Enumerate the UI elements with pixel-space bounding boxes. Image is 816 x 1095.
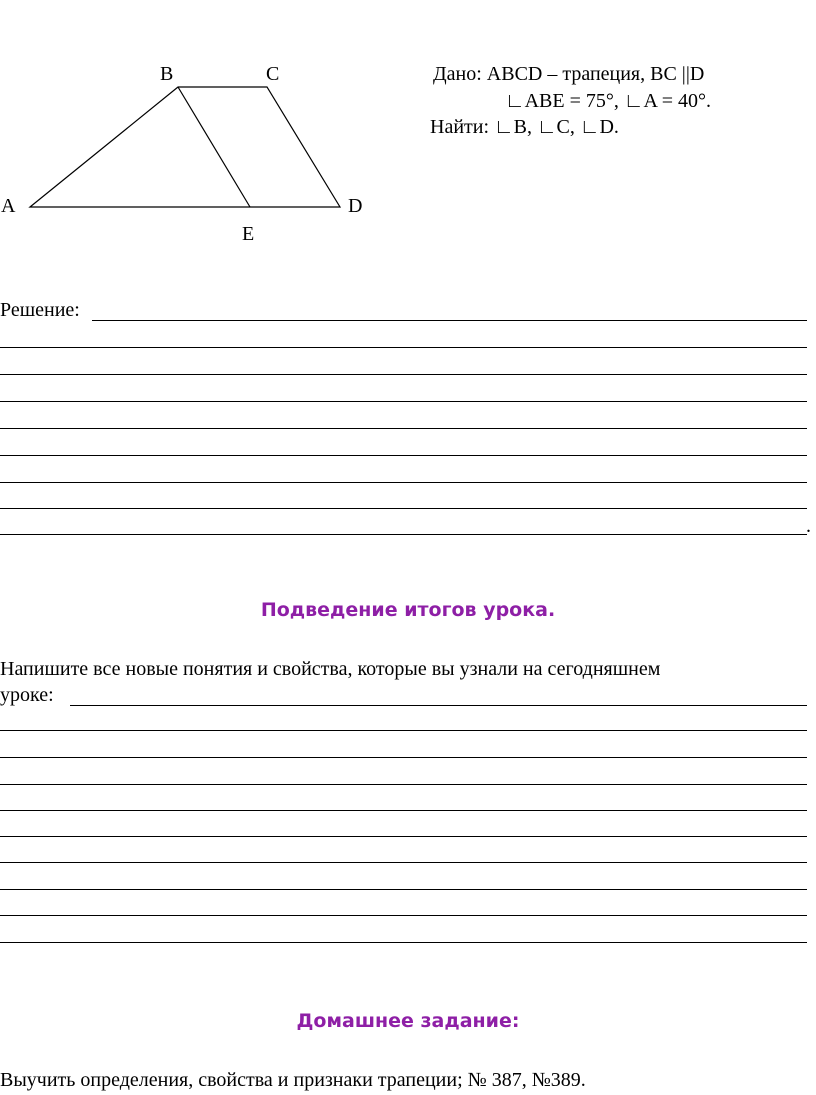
solution-answer-line	[92, 320, 807, 321]
solution-answer-line	[0, 347, 807, 348]
homework-text: Выучить определения, свойства и признаки трапеции; № 387, №389.	[0, 1069, 586, 1091]
summary-answer-line	[70, 705, 807, 706]
solution-answer-line	[0, 428, 807, 429]
solution-label: Решение:	[0, 299, 80, 321]
vertex-label-c: C	[266, 63, 280, 85]
solution-answer-line	[0, 374, 807, 375]
summary-prompt-line-2: уроке:	[0, 684, 54, 706]
summary-answer-line	[0, 730, 807, 731]
solution-answer-line	[0, 482, 807, 483]
solution-end-period: .	[806, 515, 811, 537]
summary-answer-line	[0, 915, 807, 916]
solution-answer-line	[0, 508, 807, 509]
vertex-label-b: B	[160, 63, 174, 85]
segment-be	[178, 87, 250, 207]
solution-answer-line	[0, 401, 807, 402]
summary-answer-line	[0, 889, 807, 890]
summary-answer-line	[0, 784, 807, 785]
summary-answer-line	[0, 862, 807, 863]
homework-heading: Домашнее задание:	[296, 1010, 520, 1032]
summary-heading: Подведение итогов урока.	[260, 599, 556, 621]
summary-answer-line	[0, 942, 807, 943]
given-line-1: Дано: ABCD – трапеция, ВС ||D	[433, 63, 705, 85]
solution-answer-line	[0, 534, 807, 535]
summary-prompt-line-1: Напишите все новые понятия и свойства, которые вы узнали на сегодняшнем	[0, 658, 661, 680]
find-line: Найти: ∟B, ∟C, ∟D.	[430, 116, 619, 138]
trapezoid-figure	[0, 0, 400, 250]
solution-answer-line	[0, 455, 807, 456]
vertex-label-a: A	[1, 195, 16, 217]
vertex-label-d: D	[348, 195, 363, 217]
vertex-label-e: E	[242, 223, 255, 245]
trapezoid-abcd	[30, 87, 340, 207]
summary-answer-line	[0, 836, 807, 837]
summary-answer-line	[0, 810, 807, 811]
summary-answer-line	[0, 757, 807, 758]
given-line-2: ∟ABE = 75°, ∟A = 40°.	[505, 90, 712, 112]
